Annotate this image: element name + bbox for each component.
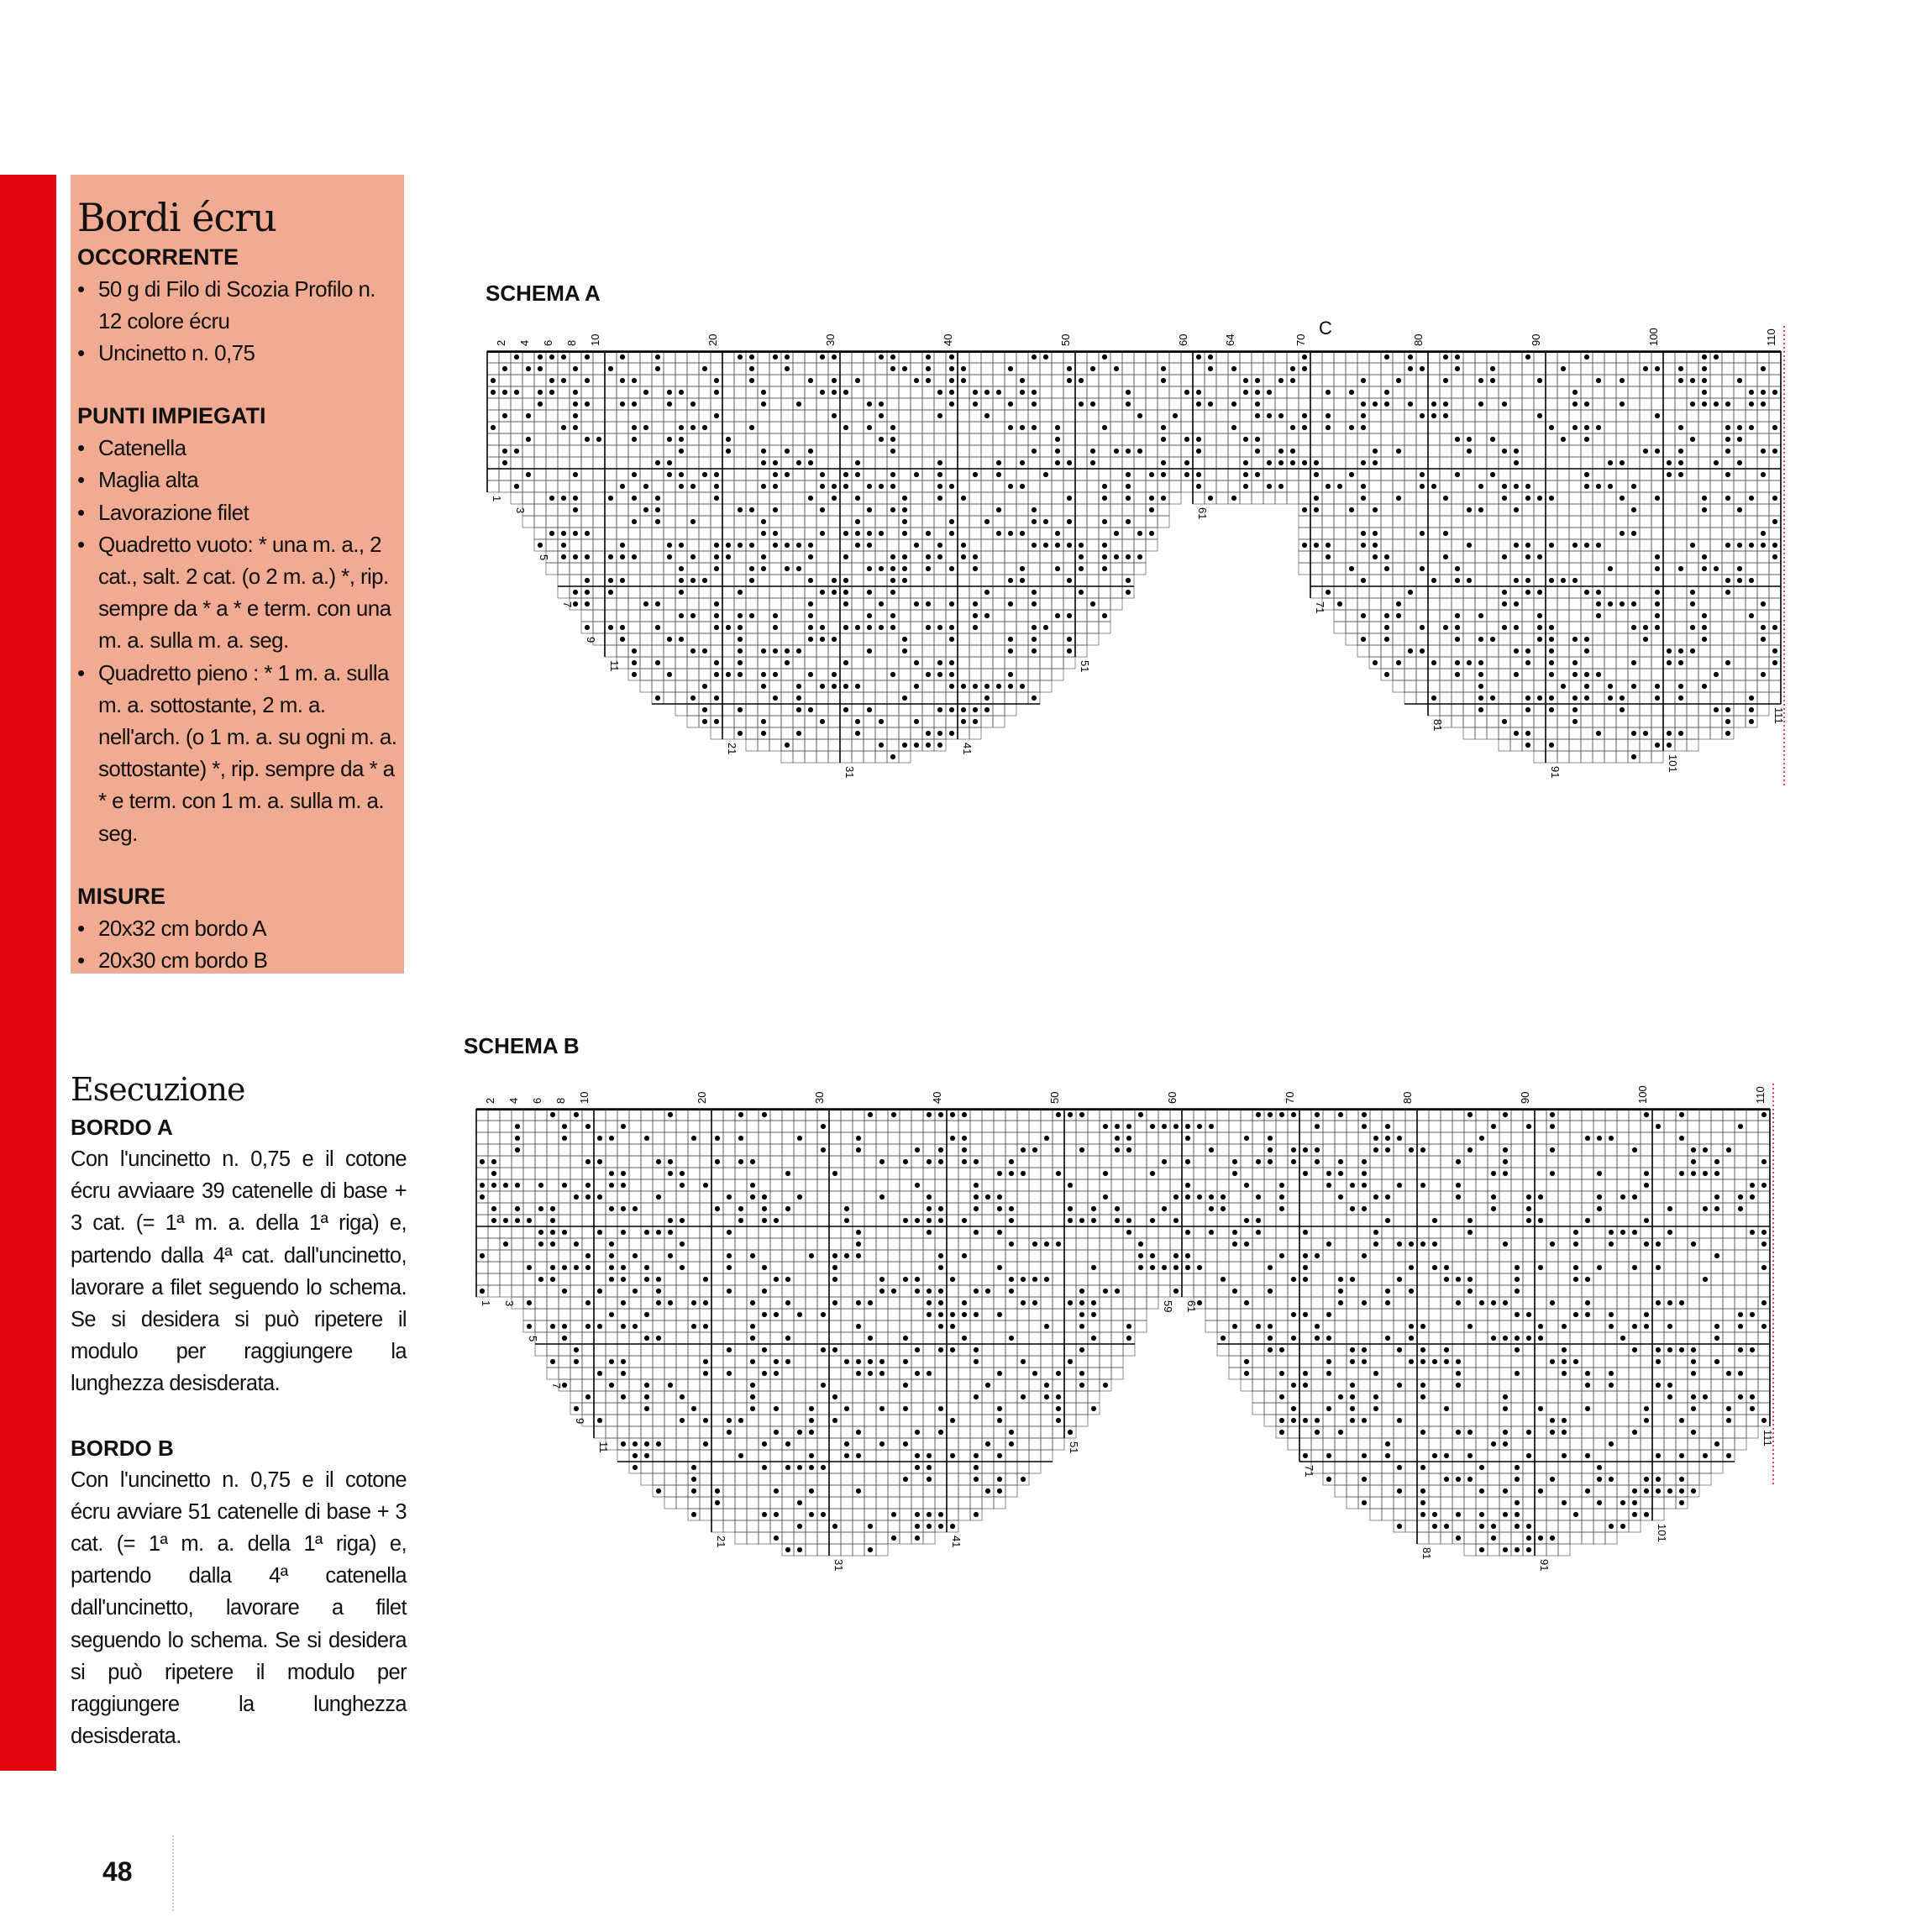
column-label: 110 — [1765, 328, 1777, 346]
page-number: 48 — [102, 1856, 133, 1887]
materials-box — [71, 175, 404, 974]
row-label: 61 — [1185, 1300, 1198, 1313]
column-label: 40 — [942, 333, 954, 346]
schema-b-chart — [464, 1050, 1900, 1572]
column-label: 50 — [1048, 1091, 1061, 1104]
row-label: 31 — [843, 766, 856, 779]
list-item: • 20x30 cm bordo B — [77, 944, 397, 976]
bordo-a-heading: BORDO A — [71, 1115, 173, 1140]
row-label: 9 — [585, 637, 597, 643]
row-label: 11 — [597, 1441, 610, 1453]
column-label: 2 — [484, 1097, 496, 1104]
column-label: 10 — [589, 333, 601, 346]
column-label: 2 — [495, 339, 507, 346]
schema-b-label: SCHEMA B — [464, 1033, 580, 1058]
row-label: 5 — [538, 554, 550, 561]
row-label: 5 — [527, 1336, 539, 1342]
row-label: 21 — [726, 743, 738, 755]
list-item: • Lavorazione filet — [77, 496, 397, 528]
punti-heading: PUNTI IMPIEGATI — [77, 403, 266, 429]
row-label: 9 — [574, 1418, 586, 1425]
occorrente-heading: OCCORRENTE — [77, 244, 239, 270]
list-item: • Uncinetto n. 0,75 — [77, 337, 397, 369]
row-label: 41 — [961, 743, 974, 755]
misure-heading: MISURE — [77, 883, 166, 909]
schema-a-marker: C — [1319, 318, 1332, 339]
row-label: 51 — [1079, 660, 1091, 673]
column-label: 8 — [565, 339, 578, 346]
row-label: 81 — [1431, 719, 1444, 732]
occorrente-list — [77, 273, 397, 370]
row-label: 11 — [608, 660, 621, 672]
column-label: 90 — [1530, 333, 1542, 346]
column-label: 64 — [1224, 333, 1236, 346]
page-divider — [172, 1835, 174, 1911]
column-label: 8 — [554, 1097, 567, 1104]
row-label: 41 — [950, 1536, 963, 1548]
row-label: 7 — [550, 1383, 563, 1389]
row-label: 81 — [1420, 1547, 1433, 1560]
column-label: 100 — [1647, 328, 1660, 346]
row-label: 71 — [1303, 1465, 1315, 1478]
list-item: • Maglia alta — [77, 464, 397, 496]
column-label: 40 — [931, 1091, 943, 1104]
row-label: 101 — [1667, 754, 1679, 773]
column-label: 20 — [696, 1091, 708, 1104]
row-label: 1 — [491, 496, 503, 502]
row-label: 71 — [1314, 601, 1326, 614]
row-label: 111 — [1761, 1430, 1774, 1446]
bordo-a-text: Con l'uncinetto n. 0,75 e il cotone écru avviaare 39 catenelle di base + 3 cat. (= 1ª m. a. della 1ª riga) e, partendo dalla 4ª cat. dall'uncinetto, lavorare a filet seguendo lo schema. Se si desidera si può ripetere il modulo per raggiungere la lunghezza desisderata. — [71, 1147, 407, 1396]
row-label: 3 — [514, 507, 527, 514]
column-label: 30 — [813, 1091, 826, 1104]
column-label: 20 — [706, 333, 719, 346]
column-label: 90 — [1519, 1091, 1531, 1104]
list-item: • 50 g di Filo di Scozia Profilo n. 12 colore écru — [77, 273, 397, 337]
column-label: 4 — [518, 339, 531, 346]
column-label: 50 — [1059, 333, 1072, 346]
row-label: 61 — [1196, 507, 1209, 520]
row-label: 51 — [1068, 1441, 1080, 1454]
row-label: 7 — [561, 601, 574, 608]
execution-section — [71, 1071, 407, 1752]
column-label: 80 — [1412, 333, 1425, 346]
row-label: 1 — [480, 1300, 492, 1307]
misure-list — [77, 912, 397, 976]
execution-title: Esecuzione — [71, 1071, 245, 1108]
column-label: 10 — [578, 1091, 591, 1104]
punti-list — [77, 432, 397, 849]
column-label: 60 — [1177, 333, 1189, 346]
row-label: 111 — [1772, 707, 1785, 724]
column-label: 4 — [507, 1097, 520, 1104]
list-item: • Quadretto vuoto: * una m. a., 2 cat., salt. 2 cat. (o 2 m. a.) *, rip. sempre da * a * e term. con una m. a. sulla m. a. seg. — [77, 528, 397, 657]
row-label: 91 — [1549, 766, 1562, 779]
pattern-title: Bordi écru — [77, 195, 276, 240]
row-label: 59 — [1162, 1300, 1174, 1313]
bordo-b-text: Con l'uncinetto n. 0,75 e il cotone écru avviare 51 catenelle di base + 3 cat. (= 1ª m. a. della 1ª riga) e, partendo dalla 4ª catenella dall'uncinetto, lavorare a filet seguendo lo schema. Se si desidera si può ripetere il modulo per raggiungere la lunghezza desisderata. — [71, 1467, 407, 1749]
row-label: 31 — [832, 1559, 845, 1572]
red-side-bar — [0, 175, 56, 1771]
schema-a-label: SCHEMA A — [486, 281, 601, 306]
row-label: 101 — [1656, 1524, 1668, 1542]
column-label: 6 — [542, 339, 554, 346]
row-label: 3 — [503, 1300, 516, 1307]
column-label: 80 — [1401, 1091, 1414, 1104]
column-label: 70 — [1294, 333, 1307, 346]
column-label: 70 — [1284, 1091, 1296, 1104]
list-item: • 20x32 cm bordo A — [77, 912, 397, 944]
column-label: 6 — [531, 1097, 543, 1104]
column-label: 110 — [1754, 1086, 1767, 1104]
row-label: 91 — [1538, 1559, 1551, 1572]
list-item: • Catenella — [77, 432, 397, 464]
schema-a-chart — [470, 311, 1898, 832]
bordo-b-heading: BORDO B — [71, 1435, 174, 1461]
column-label: 60 — [1166, 1091, 1179, 1104]
column-label: 30 — [824, 333, 837, 346]
list-item: • Quadretto pieno : * 1 m. a. sulla m. a. sottostante, 2 m. a. nell'arch. (o 1 m. a. su ogni m. a. sottostante) *, rip. sempre da * a * e term. con 1 m. a. sulla m. a. seg. — [77, 657, 397, 849]
row-label: 21 — [715, 1536, 727, 1548]
column-label: 100 — [1636, 1085, 1649, 1104]
